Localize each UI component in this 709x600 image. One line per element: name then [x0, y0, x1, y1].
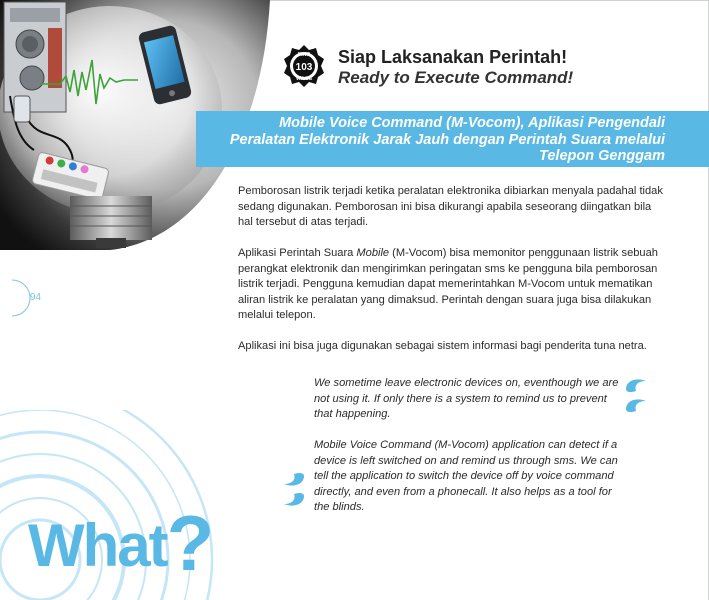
paragraph-1: Pemborosan listrik terjadi ketika peralatan elektronika dibiarkan menyala padahal tidak sedang digunakan. Pemborosan ini bisa dikurangi apabila seseorang diingatkan bila hal tersebut di atas terjadi. [238, 185, 663, 228]
section-heading-what [28, 499, 213, 587]
close-quote-icon [276, 470, 310, 510]
headline-line-3: Telepon Genggam [539, 148, 665, 164]
english-quote [314, 376, 626, 531]
what-question-mark: ? [166, 499, 213, 587]
inno-103-badge-icon [282, 44, 326, 88]
headline-line-2: Peralatan Elektronik Jarak Jauh dengan Perintah Suara melalui [229, 131, 665, 148]
svg-text:INNO: INNO [297, 52, 311, 58]
headline-line-1: Mobile Voice Command (M-Vocom), Aplikasi Pengendali [279, 115, 665, 131]
page-number: 94 [30, 292, 42, 303]
paragraph-2-text-b: (M-Vocom) bisa memonitor penggunaan listrik sebuah perangkat elektronik dan mengirimkan peringatan sms ke pengguna bila pemborosan listrik terjadi. Pengguna kemudian dapat memerintahkan M-Vocom untuk mematikan aliran listrik ke peralatan yang dimaksud. Perintah dengan suara juga bisa dilakukan melalui telepon. [238, 247, 658, 321]
paragraph-2-text-a: Aplikasi Perintah Suara [238, 247, 357, 259]
page-subtitle: Ready to Execute Command! [338, 68, 574, 87]
paragraph-2 [238, 246, 668, 324]
paragraph-2-italic: Mobile [356, 247, 390, 259]
paragraph-3: Aplikasi ini bisa juga digunakan sebagai sistem informasi bagi penderita tuna netra. [238, 340, 647, 352]
quote-paragraph-1: We sometime leave electronic devices on, eventhough we are not using it. If only there is a system to remind us to prevent that happening. [314, 377, 619, 420]
quote-paragraph-2: Mobile Voice Command (M-Vocom) application can detect if a device is left switched on and remind us through sms. We can tell the application to switch the device off by voice command directly, and even from a phonecall. It also helps as a tool for the blinds. [314, 439, 618, 513]
what-word: What [28, 512, 167, 579]
svg-text:VALUE: VALUE [295, 76, 313, 82]
page-title: Siap Laksanakan Perintah! [338, 47, 568, 67]
svg-text:103: 103 [295, 62, 313, 73]
article-body [238, 184, 668, 370]
headline [195, 115, 665, 165]
headline-banner [196, 111, 709, 167]
page-header [282, 44, 662, 88]
